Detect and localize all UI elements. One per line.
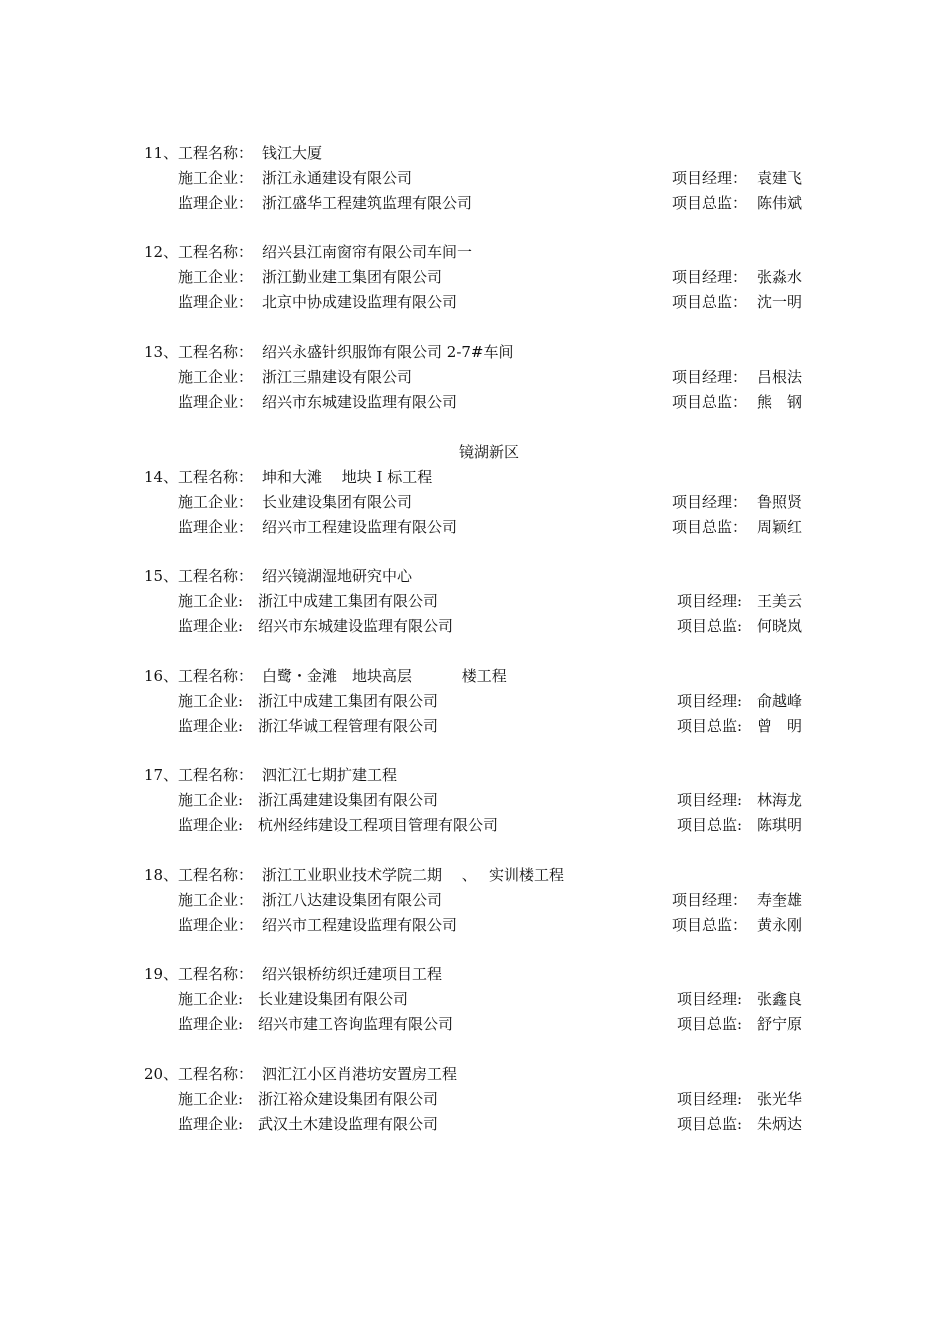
supervisor-name: 浙江华诚工程管理有限公司 bbox=[258, 717, 439, 735]
supervisor-name: 绍兴市东城建设监理有限公司 bbox=[258, 617, 454, 635]
chief-label: 项目总监： bbox=[672, 393, 748, 411]
chief-label: 项目总监: bbox=[677, 816, 743, 834]
contractor-name: 浙江勤业建工集团有限公司 bbox=[262, 268, 443, 286]
contractor-label: 施工企业： bbox=[178, 493, 254, 511]
contractor-label: 施工企业： bbox=[178, 268, 254, 286]
supervisor-label: 监理企业： bbox=[178, 194, 254, 212]
chief-name: 曾 明 bbox=[757, 717, 803, 735]
project-name: 白鹭・金滩 地块高层 楼工程 bbox=[262, 667, 507, 685]
contractor-label: 施工企业: bbox=[178, 1090, 244, 1108]
supervisor-label: 监理企业： bbox=[178, 393, 254, 411]
supervisor-label: 监理企业: bbox=[178, 816, 244, 834]
project-name: 绍兴永盛针织服饰有限公司 2-7#车间 bbox=[262, 343, 514, 361]
project-number: 13、 bbox=[144, 343, 179, 361]
project-name-label: 工程名称： bbox=[178, 144, 254, 162]
supervisor-label: 监理企业: bbox=[178, 1015, 244, 1033]
chief-label: 项目总监: bbox=[677, 1015, 743, 1033]
supervisor-name: 浙江盛华工程建筑监理有限公司 bbox=[262, 194, 473, 212]
manager-name: 吕根法 bbox=[757, 368, 803, 386]
project-name-label: 工程名称： bbox=[178, 766, 254, 784]
manager-name: 鲁照贤 bbox=[757, 493, 803, 511]
project-name: 绍兴镜湖湿地研究中心 bbox=[262, 567, 413, 585]
supervisor-label: 监理企业： bbox=[178, 293, 254, 311]
manager-name: 张淼水 bbox=[757, 268, 803, 286]
supervisor-name: 绍兴市工程建设监理有限公司 bbox=[262, 916, 458, 934]
project-number: 16、 bbox=[144, 667, 179, 685]
project-name-label: 工程名称： bbox=[178, 667, 254, 685]
contractor-label: 施工企业： bbox=[178, 169, 254, 187]
chief-label: 项目总监： bbox=[672, 293, 748, 311]
project-name-label: 工程名称： bbox=[178, 965, 254, 983]
chief-label: 项目总监: bbox=[677, 717, 743, 735]
contractor-label: 施工企业: bbox=[178, 791, 244, 809]
project-number: 14、 bbox=[144, 468, 179, 486]
project-number: 18、 bbox=[144, 866, 179, 884]
project-number: 17、 bbox=[144, 766, 179, 784]
project-name: 坤和大滩 地块 I 标工程 bbox=[262, 468, 433, 486]
manager-name: 俞越峰 bbox=[757, 692, 803, 710]
manager-label: 项目经理： bbox=[672, 891, 748, 909]
supervisor-name: 武汉土木建设监理有限公司 bbox=[258, 1115, 439, 1133]
project-name: 绍兴县江南窗帘有限公司车间一 bbox=[262, 243, 473, 261]
chief-name: 黄永刚 bbox=[757, 916, 803, 934]
chief-name: 舒宁原 bbox=[757, 1015, 803, 1033]
chief-name: 周颖红 bbox=[757, 518, 803, 536]
project-name-label: 工程名称： bbox=[178, 1065, 254, 1083]
manager-label: 项目经理： bbox=[672, 169, 748, 187]
contractor-label: 施工企业: bbox=[178, 692, 244, 710]
supervisor-label: 监理企业： bbox=[178, 518, 254, 536]
project-number: 11、 bbox=[144, 144, 179, 162]
contractor-name: 浙江裕众建设集团有限公司 bbox=[258, 1090, 439, 1108]
chief-label: 项目总监： bbox=[672, 194, 748, 212]
supervisor-name: 绍兴市工程建设监理有限公司 bbox=[262, 518, 458, 536]
contractor-name: 浙江三鼎建设有限公司 bbox=[262, 368, 413, 386]
manager-name: 林海龙 bbox=[757, 791, 803, 809]
supervisor-label: 监理企业: bbox=[178, 617, 244, 635]
contractor-name: 浙江禹建建设集团有限公司 bbox=[258, 791, 439, 809]
project-name: 钱江大厦 bbox=[262, 144, 323, 162]
project-number: 15、 bbox=[144, 567, 179, 585]
contractor-label: 施工企业: bbox=[178, 990, 244, 1008]
contractor-label: 施工企业: bbox=[178, 592, 244, 610]
project-number: 20、 bbox=[144, 1065, 179, 1083]
chief-label: 项目总监: bbox=[677, 1115, 743, 1133]
chief-name: 熊 钢 bbox=[757, 393, 803, 411]
manager-label: 项目经理： bbox=[672, 493, 748, 511]
contractor-label: 施工企业： bbox=[178, 891, 254, 909]
manager-name: 张鑫良 bbox=[757, 990, 803, 1008]
chief-name: 陈琪明 bbox=[757, 816, 803, 834]
manager-label: 项目经理: bbox=[677, 592, 743, 610]
chief-name: 陈伟斌 bbox=[757, 194, 803, 212]
manager-label: 项目经理: bbox=[677, 990, 743, 1008]
project-name-label: 工程名称： bbox=[178, 468, 254, 486]
project-name-label: 工程名称： bbox=[178, 243, 254, 261]
project-name: 绍兴银桥纺织迁建项目工程 bbox=[262, 965, 443, 983]
supervisor-name: 杭州经纬建设工程项目管理有限公司 bbox=[258, 816, 499, 834]
project-number: 19、 bbox=[144, 965, 179, 983]
project-name: 泗汇江七期扩建工程 bbox=[262, 766, 398, 784]
manager-label: 项目经理： bbox=[672, 368, 748, 386]
supervisor-label: 监理企业: bbox=[178, 1115, 244, 1133]
project-name-label: 工程名称： bbox=[178, 866, 254, 884]
manager-name: 王美云 bbox=[757, 592, 803, 610]
contractor-name: 长业建设集团有限公司 bbox=[262, 493, 413, 511]
chief-label: 项目总监： bbox=[672, 518, 748, 536]
contractor-name: 浙江永通建设有限公司 bbox=[262, 169, 413, 187]
project-name-label: 工程名称： bbox=[178, 343, 254, 361]
supervisor-name: 绍兴市建工咨询监理有限公司 bbox=[258, 1015, 454, 1033]
supervisor-name: 北京中协成建设监理有限公司 bbox=[262, 293, 458, 311]
supervisor-label: 监理企业: bbox=[178, 717, 244, 735]
manager-name: 袁建飞 bbox=[757, 169, 803, 187]
project-name: 泗汇江小区肖港坊安置房工程 bbox=[262, 1065, 458, 1083]
project-name-label: 工程名称： bbox=[178, 567, 254, 585]
section-heading: 镜湖新区 bbox=[459, 443, 520, 461]
chief-name: 朱炳达 bbox=[757, 1115, 803, 1133]
chief-name: 何晓岚 bbox=[757, 617, 803, 635]
manager-label: 项目经理: bbox=[677, 1090, 743, 1108]
project-name: 浙江工业职业技术学院二期 、 实训楼工程 bbox=[262, 866, 565, 884]
contractor-name: 浙江八达建设集团有限公司 bbox=[262, 891, 443, 909]
manager-label: 项目经理: bbox=[677, 791, 743, 809]
supervisor-label: 监理企业： bbox=[178, 916, 254, 934]
contractor-name: 长业建设集团有限公司 bbox=[258, 990, 409, 1008]
manager-name: 寿奎雄 bbox=[757, 891, 803, 909]
chief-label: 项目总监: bbox=[677, 617, 743, 635]
manager-label: 项目经理: bbox=[677, 692, 743, 710]
chief-name: 沈一明 bbox=[757, 293, 803, 311]
supervisor-name: 绍兴市东城建设监理有限公司 bbox=[262, 393, 458, 411]
manager-label: 项目经理： bbox=[672, 268, 748, 286]
contractor-name: 浙江中成建工集团有限公司 bbox=[258, 592, 439, 610]
contractor-label: 施工企业： bbox=[178, 368, 254, 386]
manager-name: 张光华 bbox=[757, 1090, 803, 1108]
contractor-name: 浙江中成建工集团有限公司 bbox=[258, 692, 439, 710]
chief-label: 项目总监： bbox=[672, 916, 748, 934]
project-number: 12、 bbox=[144, 243, 179, 261]
